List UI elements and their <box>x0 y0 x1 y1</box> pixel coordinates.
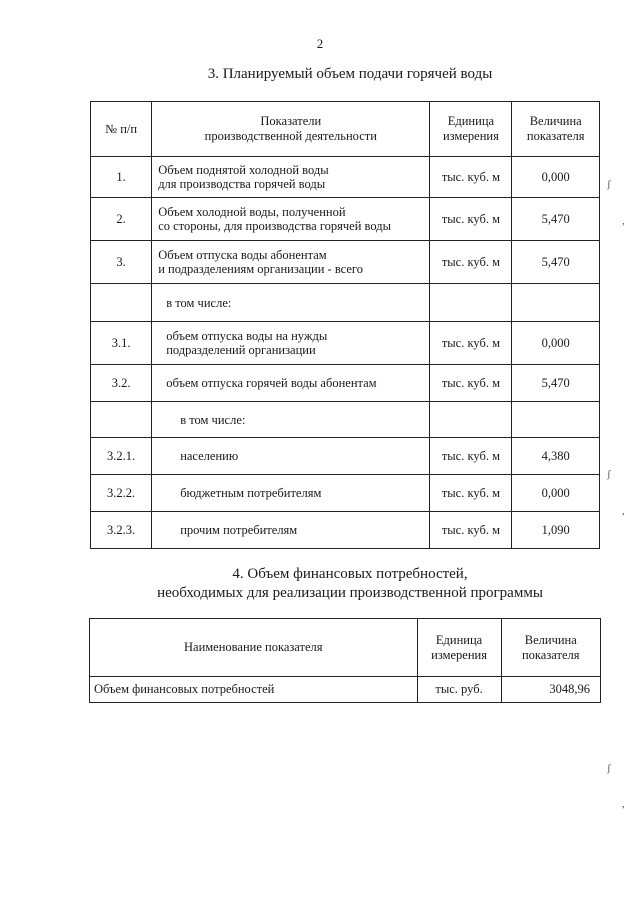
row-unit <box>430 284 512 322</box>
row-indicator: Объем отпуска воды абонентам и подразделениям организации - всего <box>152 241 430 284</box>
section3-title: 3. Планируемый объем подачи горячей воды <box>207 66 493 82</box>
row-indicator: Объем холодной воды, полученной со стороны, для производства горячей воды <box>152 198 430 241</box>
row-indicator: в том числе: <box>152 402 430 438</box>
hot-water-supply-table <box>90 101 600 549</box>
table-row <box>91 284 600 322</box>
row-number <box>91 402 152 438</box>
header-number: № п/п <box>91 102 152 157</box>
table-row <box>91 241 600 284</box>
table-row <box>91 198 600 241</box>
row-unit: тыс. куб. м <box>430 322 512 365</box>
page-number: 2 <box>316 36 324 51</box>
row-unit: тыс. куб. м <box>430 438 512 475</box>
table-row <box>90 677 601 703</box>
row-value: 3048,96 <box>501 677 600 703</box>
row-number: 3.2. <box>91 365 152 402</box>
table-row <box>91 475 600 512</box>
scan-mark: ʃ <box>607 178 611 190</box>
table-row <box>91 365 600 402</box>
row-value: 5,470 <box>512 198 600 241</box>
row-value: 0,000 <box>512 157 600 198</box>
row-indicator: объем отпуска воды на нужды подразделений организации <box>152 322 430 365</box>
row-unit: тыс. куб. м <box>430 365 512 402</box>
row-unit: тыс. куб. м <box>430 241 512 284</box>
row-number: 1. <box>91 157 152 198</box>
row-value: 0,000 <box>512 475 600 512</box>
row-indicator: объем отпуска горячей воды абонентам <box>152 365 430 402</box>
header-value: Величина показателя <box>501 619 600 677</box>
table-row <box>91 157 600 198</box>
row-number: 3.2.1. <box>91 438 152 475</box>
row-value <box>512 402 600 438</box>
row-indicator: Объем поднятой холодной воды для производства горячей воды <box>152 157 430 198</box>
row-indicator: прочим потребителям <box>152 512 430 549</box>
row-unit: тыс. куб. м <box>430 512 512 549</box>
row-unit: тыс. руб. <box>417 677 501 703</box>
header-unit: Единица измерения <box>430 102 512 157</box>
row-value: 5,470 <box>512 365 600 402</box>
scan-mark: ʃ <box>607 468 611 480</box>
section4-title: 4. Объем финансовых потребностей, необходимых для реализации производственной программы <box>157 566 543 601</box>
scan-mark: , <box>622 215 625 227</box>
financial-needs-table <box>89 618 601 703</box>
table-header-row <box>90 619 601 677</box>
table-header-row <box>91 102 600 157</box>
row-value: 1,090 <box>512 512 600 549</box>
row-number: 3.2.2. <box>91 475 152 512</box>
row-indicator: населению <box>152 438 430 475</box>
row-unit: тыс. куб. м <box>430 198 512 241</box>
row-value: 4,380 <box>512 438 600 475</box>
row-number: 3. <box>91 241 152 284</box>
row-indicator: в том числе: <box>152 284 430 322</box>
table-row <box>91 322 600 365</box>
scan-mark: , <box>622 505 625 517</box>
row-number: 3.2.3. <box>91 512 152 549</box>
header-unit: Единица измерения <box>417 619 501 677</box>
row-unit: тыс. куб. м <box>430 157 512 198</box>
header-indicator: Показатели производственной деятельности <box>152 102 430 157</box>
scan-mark: , <box>622 798 625 810</box>
row-number: 3.1. <box>91 322 152 365</box>
row-name: Объем финансовых потребностей <box>90 677 418 703</box>
row-indicator: бюджетным потребителям <box>152 475 430 512</box>
row-unit: тыс. куб. м <box>430 475 512 512</box>
table-row <box>91 512 600 549</box>
table-row <box>91 438 600 475</box>
row-unit <box>430 402 512 438</box>
row-value: 5,470 <box>512 241 600 284</box>
row-number <box>91 284 152 322</box>
scan-mark: ʃ <box>607 762 611 774</box>
header-value: Величина показателя <box>512 102 600 157</box>
table-row <box>91 402 600 438</box>
row-value <box>512 284 600 322</box>
row-value: 0,000 <box>512 322 600 365</box>
row-number: 2. <box>91 198 152 241</box>
header-name: Наименование показателя <box>90 619 418 677</box>
